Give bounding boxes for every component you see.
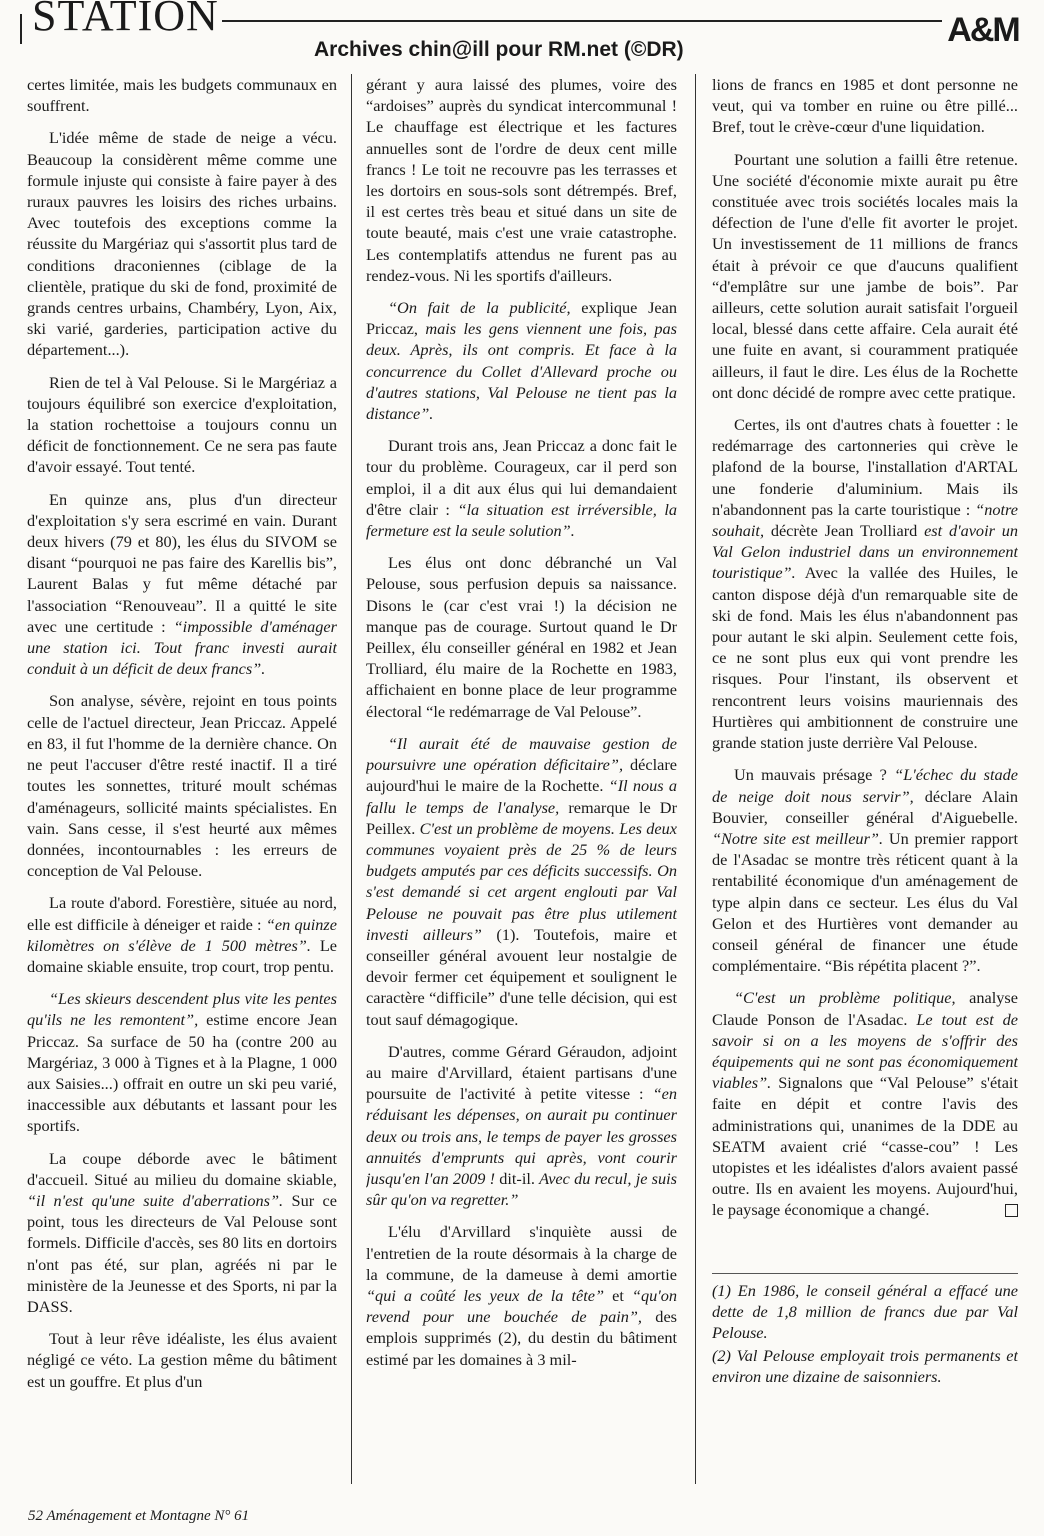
paragraph xyxy=(712,414,1018,753)
quote: “notre souhait, xyxy=(712,499,1018,541)
text: Sur ce point, tous les directeurs de Val Pelouse sont formels. Difficile d'accès, ses 80 lits en dortoirs n'ont pas été, sur plan, agréés ni par le ministère de la Jeunesse et des Sports, ni par la DASS. xyxy=(27,1190,337,1316)
text: déclare Alain Bouvier, conseiller général d'Aiguebelle. xyxy=(712,786,1018,827)
quote: “Il aurait été de mauvaise gestion de poursuivre une opération déficitaire”, xyxy=(366,733,677,775)
column-divider xyxy=(695,74,696,1484)
text: Le domaine skiable ensuite, trop court, trop pentu. xyxy=(27,935,337,976)
quote: C'est un problème de moyens. Les deux communes voyaient près de 25 % de leurs budgets amputés par ces déficits successifs. On s'est demandé si cet argent englouti par Val Pelouse ne pouvait pas être plus utilement investi ailleurs” xyxy=(366,818,677,944)
quote: “Les skieurs descendent plus vite les pentes qu'ils ne les remontent”, xyxy=(27,989,337,1030)
text: analyse Claude Ponson de l'Asadac. xyxy=(712,988,1018,1029)
text: La route d'abord. Forestière, située au nord, elle est difficile à déneiger et raide : xyxy=(27,893,337,934)
text: (1). Toutefois, maire et conseiller général avouent leur nostalgie de devoir fermer cet équipement et soulignent le caractère “difficile” d'une telle décision, qui est tout sauf démagogique. xyxy=(366,924,677,1029)
quote: Le tout est de savoir si on a les moyens de s'offrir des équipements qui ne sont pas économiquement viables”. xyxy=(712,1009,1018,1093)
page-header xyxy=(0,0,1044,70)
quote: est d'avoir un Val Gelon industriel dans un environnement touristique”. xyxy=(712,521,1018,583)
text: explique Jean Priccaz, xyxy=(366,298,677,339)
footnote: (2) Val Pelouse employait trois permanents et environ une dizaine de saisonniers. xyxy=(712,1346,1018,1387)
column-3 xyxy=(712,74,1018,1490)
text: et xyxy=(612,1285,624,1305)
text: En quinze ans, plus d'un directeur d'exploitation s'y sera escrimé en vain. Durant deux hivers (79 et 80), les élus du SIVOM se disant “pourquoi ne pas faire des Karellis bis”, Laurent Balas y fut même détaché par l'association “Renouveau”. Il a quitté le site avec une certitude : xyxy=(27,489,337,636)
text: Signalons que “Val Pelouse” s'était faite en dépit et contre l'avis des administrations qui, unanimes de la DDE au SEATM avaient crié “casse-cou” ! Les utopistes et les idéalistes d'alors avaient passé outre. Ils en avaient les moyens. Aujourd'hui, le paysage économique a changé. xyxy=(712,1073,1018,1220)
paragraph xyxy=(27,1148,337,1318)
text: Un premier rapport de l'Asadac se montre très réticent quant à la rentabilité économique d'un aménagement de type alpin dans ce secteur. Les élus du Val Gelon et des Hurtières vont demander au conseil général de financer une étude complémentaire. “Bis répétita placent ?”. xyxy=(712,828,1018,976)
text: D'autres, comme Gérard Géraudon, adjoint au maire d'Arvillard, étaient partisans d'une poursuite de l'activité à petite vitesse : xyxy=(366,1041,677,1104)
quote: “impossible d'aménager une station ici. Tout franc investi aurait conduit à un déficit de deux francs”. xyxy=(27,616,337,679)
quote: “en réduisant les dépenses, on aurait pu continuer deux ou trois ans, le temps de payer les grosses annuités d'emprunts qui après, vont courir jusqu'en l'an 2009 ! xyxy=(366,1084,677,1188)
paragraph xyxy=(366,1221,677,1369)
paragraph: certes limitée, mais les budgets communaux en souffrent. xyxy=(27,75,337,116)
page-number: 52 xyxy=(28,1508,43,1524)
text: Un mauvais présage ? xyxy=(734,765,887,785)
column-divider xyxy=(351,74,352,1484)
paragraph xyxy=(27,892,337,977)
paragraph xyxy=(366,1041,677,1211)
text: Durant trois ans, Jean Priccaz a donc fait le tour du problème. Courageux, car il perd son emploi, il a dit aux élus qui lui demandaient d'être clair : xyxy=(366,436,677,519)
quote: “qui a coûté les yeux de la tête” xyxy=(366,1285,605,1305)
paragraph xyxy=(366,435,677,541)
quote: “On fait de la publicité, xyxy=(388,298,571,318)
text: La coupe déborde avec le bâtiment d'accueil. Situé au milieu du domaine skiable, xyxy=(27,1148,337,1189)
text: remarque le Dr Peillex. xyxy=(366,797,677,838)
footnotes xyxy=(712,1273,1018,1388)
text: décrète Jean Trolliard xyxy=(770,521,918,541)
end-of-article-icon xyxy=(1005,1204,1018,1217)
section-title: STATION xyxy=(32,0,219,40)
issue-number: N° 61 xyxy=(214,1508,250,1524)
paragraph: Rien de tel à Val Pelouse. Si le Margériaz a toujours équilibré son exercice d'exploitation, la station rochettoise a toujours connu un déficit de fonctionnement. Ce ne sera pas faute d'avoir essayé. Tout tenté. xyxy=(27,372,337,477)
article-columns xyxy=(22,74,1022,1494)
paragraph: gérant y aura laissé des plumes, voire des “ardoises” auprès du syndicat intercommunal ! Le chauffage est électrique et les factures annuelles sont de l'ordre de deux cent mille francs ! Le toit ne recouvre pas les terrasses et les dortoirs en sous-sols sont détrempés. Bref, il est certes très beau et situé dans un site de toute beauté, mais c'est une vraie catastrophe. Les contemplatifs attendus ne furent pas au rendez-vous. Ni les sportifs d'ailleurs. xyxy=(366,75,677,285)
paragraph xyxy=(366,733,677,1030)
paragraph: Les élus ont donc débranché un Val Pelouse, sous perfusion depuis sa naissance. Disons le (car c'est vrai !) la décision ne manque pas de courage. Surtout quand le Dr Peillex, élu conseiller général en 1982 et Jean Trolliard, élu maire de la Rochette en 1983, affichaient en bonne place de leur programme électoral “le redémarrage de Val Pelouse”. xyxy=(366,553,677,721)
header-rule xyxy=(222,20,942,22)
paragraph xyxy=(712,987,1018,1220)
text: dit-il. xyxy=(499,1168,535,1188)
magazine-logo: A&M xyxy=(947,11,1019,49)
quote: “en quinze kilomètres on s'élève de 1 500 mètres”. xyxy=(27,914,337,955)
page-footer xyxy=(28,1508,249,1525)
quote: mais les gens viennent une fois, pas deux. Après, ils ont compris. Et face à la concurrence du Collet d'Allevard proche ou d'autres stations, Val Pelouse ne tient pas la distance”. xyxy=(366,319,677,424)
quote: “Notre site est meilleur”. xyxy=(712,828,884,848)
text: Avec la vallée des Huiles, le canton dispose déjà d'un remarquable site de ski de fond. Mais les élus n'abandonnent pas pour autant le ski alpin. Seulement cette fois, ce ne sont plus eux qui vont prendre les risques. Pour l'instant, ils observent et rencontrent leurs voisins mauriennais des Hurtières qui ambitionnent de construire une grande station juste derrière Val Pelouse. xyxy=(712,563,1018,753)
column-2 xyxy=(366,74,677,1490)
text: estime encore Jean Priccaz. Sa surface de 50 ha (contre 200 au Margériaz, 3 000 à Tignes et à la Plagne, 1 000 aux Saisies...) offrait en outre un ski peu varié, inaccessible aux débutants et lassant pour les sportifs. xyxy=(27,1010,337,1136)
quote: “il n'est qu'une suite d'aberrations”. xyxy=(27,1190,284,1210)
quote: “L'échec du stade de neige doit nous servir”, xyxy=(712,765,1018,806)
quote: “qu'on revend pour une bouchée de pain”, xyxy=(366,1285,677,1327)
paragraph xyxy=(27,988,337,1136)
paragraph xyxy=(712,764,1018,976)
footnote: (1) En 1986, le conseil général a effacé une dette de 1,8 million de francs due par Val Pelouse. xyxy=(712,1280,1018,1342)
quote: “la situation est irréversible, la fermeture est la seule solution”. xyxy=(366,499,677,541)
text: L'élu d'Arvillard s'inquiète aussi de l'entretien de la route désormais à la charge de la commune, de la dameuse à demi amortie xyxy=(366,1222,677,1284)
quote: Avec du recul, je suis sûr qu'on va regretter.” xyxy=(366,1168,677,1210)
paragraph xyxy=(366,297,677,424)
text: des emplois supprimés (2), du destin du bâtiment estimé par les domaines à 3 mil- xyxy=(366,1307,677,1369)
paragraph xyxy=(27,489,337,680)
text: Certes, ils ont d'autres chats à fouetter : le redémarrage des cartonneries qui crève le plafond de la bourse, l'installation d'ARTAL une fonderie d'aluminium. Mais ils n'abandonnent pas la carte touristique : xyxy=(712,415,1018,519)
column-1 xyxy=(27,74,337,1490)
quote: “C'est un problème politique, xyxy=(734,988,956,1008)
header-rule-left xyxy=(20,14,22,44)
paragraph: Tout à leur rêve idéaliste, les élus avaient négligé ce véto. La gestion même du bâtiment est un gouffre. Et plus d'un xyxy=(27,1329,337,1391)
paragraph: Son analyse, sévère, rejoint en tous points celle de l'actuel directeur, Jean Priccaz. Appelé en 83, il fut l'homme de la dernière chance. On ne peut l'accuser d'être resté inactif. Il a tiré toutes les sonnettes, trituré moult schémas d'aménageurs, sollicité maints spécialistes. En vain. Sans cesse, il s'est heurté aux mêmes données, incontournables : les erreurs de conception de Val Pelouse. xyxy=(27,691,337,881)
text: déclare aujourd'hui le maire de la Rochette. xyxy=(366,755,677,796)
quote: “Il nous a fallu le temps de l'analyse, xyxy=(366,776,677,817)
paragraph: L'idée même de stade de neige a vécu. Beaucoup la considèrent même comme une formule injuste qui consiste à faire payer à des ruraux pauvres les loisirs des riches urbains. Avec toutefois des exceptions comme la réussite du Margériaz qui s'assortit plus tard de conditions draconiennes (ciblage de la clientèle, pratique du ski de fond, proximité de grands centres urbains, Chambéry, Lyon, Aix, ski varié, garderies, participation active du département...). xyxy=(27,128,337,360)
archive-watermark: Archives chin@ill pour RM.net (©DR) xyxy=(314,38,684,61)
magazine-name: Aménagement et Montagne xyxy=(46,1508,211,1524)
paragraph: Pourtant une solution a failli être retenue. Une société d'économie mixte aurait pu être constituée avec trois sociétés locales mais la défection de l'une d'elle fit avorter le projet. Un investissement de 11 millions de francs était à prévoir ce que d'aucuns qualifient “d'emplâtre sur une jambe de bois”. Par ailleurs, cette solution aurait satisfait l'orgueil local, blessé dans cette affaire. Cela aurait été une fuite en avant, si couramment pratiquée ailleurs, il faut le dire. Les élus de la Rochette ont donc décidé de rompre avec cette pratique. xyxy=(712,149,1018,402)
paragraph: lions de francs en 1985 et dont personne ne veut, qui va tomber en ruine ou être pillé... Bref, tout le crève-cœur d'une liquidation. xyxy=(712,75,1018,137)
